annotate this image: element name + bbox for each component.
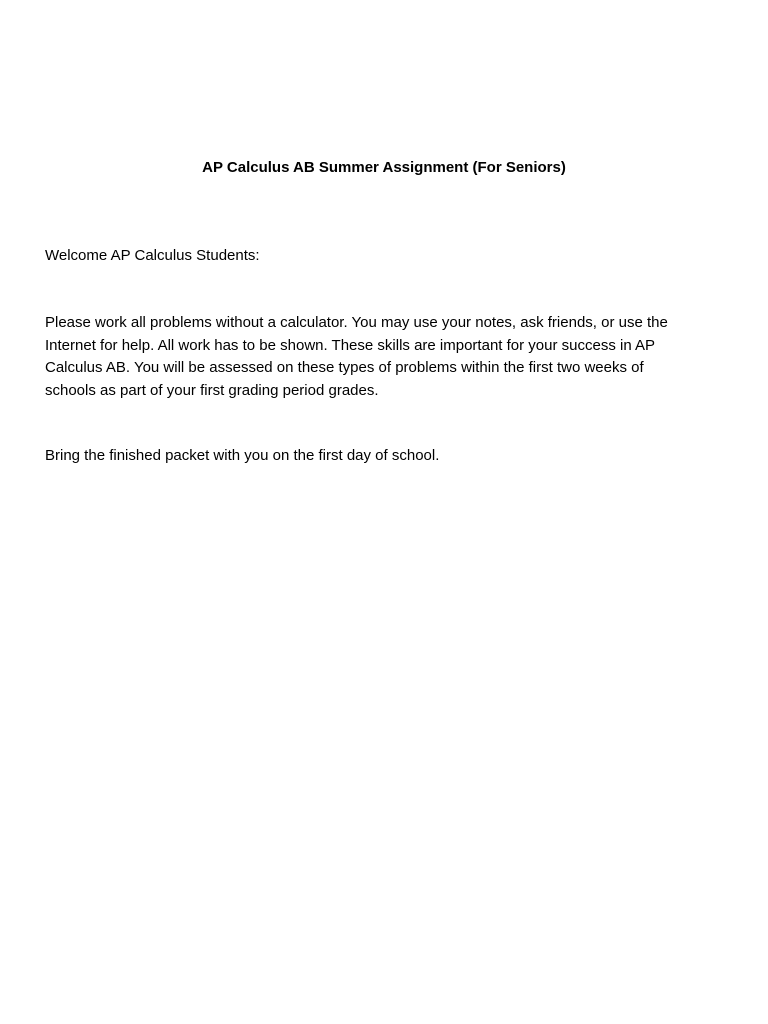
- instructions-line: schools as part of your first grading period grades.: [45, 381, 379, 399]
- instructions-paragraph: [45, 312, 735, 402]
- instructions-line: Please work all problems without a calculator. You may use your notes, ask friends, or use the: [45, 314, 668, 331]
- instructions-line: Calculus AB. You will be assessed on these types of problems within the first two weeks of: [45, 359, 644, 376]
- instructions-line: Internet for help. All work has to be shown. These skills are important for your success in AP: [45, 336, 656, 354]
- greeting-text: Welcome AP Calculus Students:: [45, 247, 260, 264]
- closing-text: Bring the finished packet with you on the first day of school.: [45, 447, 440, 464]
- document-title: AP Calculus AB Summer Assignment (For Seniors): [202, 159, 566, 176]
